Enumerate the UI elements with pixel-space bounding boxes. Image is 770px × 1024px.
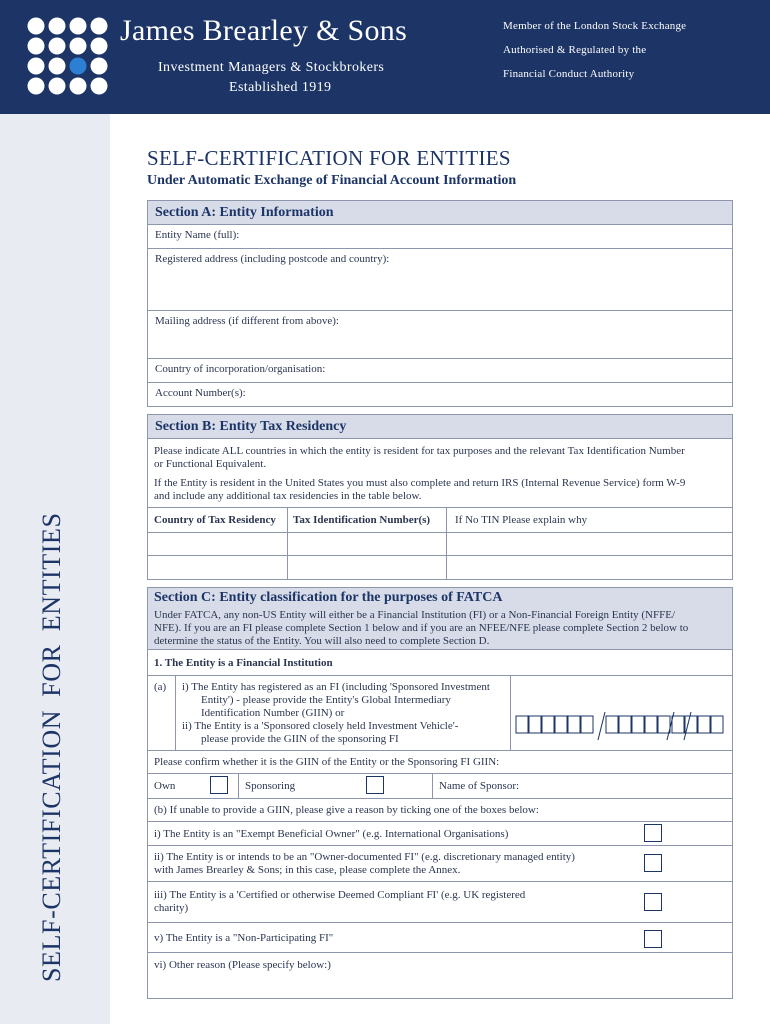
reason-3-line1: iii) The Entity is a 'Certified or otherwise Deemed Compliant FI' (e.g. UK registered (154, 889, 526, 901)
section-c-intro-line2: NFE). If you are an FI please complete Section 1 below and if you are an NFEE/NFE please complete Section 2 below to (154, 622, 689, 634)
regulatory-line-1: Member of the London Stock Exchange (503, 20, 687, 32)
section-b-para2-line1: If the Entity is resident in the United States you must also complete and return IRS (Internal Revenue Service) form W-9 (154, 477, 686, 489)
option-a-label: (a) (154, 681, 167, 693)
sponsor-name-label: Name of Sponsor: (439, 780, 520, 792)
registered-address-label: Registered address (including postcode and country): (155, 253, 390, 265)
option-b-text: (b) If unable to provide a GIIN, please give a reason by ticking one of the boxes below: (154, 804, 539, 816)
account-number-label: Account Number(s): (155, 387, 246, 399)
account-number-field[interactable] (147, 383, 733, 407)
reason-3-line2: charity) (154, 902, 189, 914)
reason-5-text: vi) Other reason (Please specify below:) (154, 959, 331, 971)
part1-heading: 1. The Entity is a Financial Institution (154, 657, 333, 669)
option-a-i-line1: i) The Entity has registered as an FI (including 'Sponsored Investment (182, 681, 490, 693)
reason-1-text: i) The Entity is an "Exempt Beneficial Owner" (e.g. International Organisations) (154, 828, 509, 840)
brand-name: James Brearley & Sons (120, 14, 408, 47)
col-country-header: Country of Tax Residency (154, 514, 276, 526)
sponsor-name-input[interactable] (530, 775, 730, 796)
page-header (0, 0, 770, 114)
reason-3-checkbox[interactable] (644, 893, 662, 911)
option-a-ii-line2: please provide the GIIN of the sponsoring FI (201, 733, 399, 745)
mailing-address-field[interactable] (147, 311, 733, 359)
section-b-para1-line2: or Functional Equivalent. (154, 458, 267, 470)
entity-name-field[interactable] (147, 225, 733, 249)
other-reason-input[interactable] (150, 975, 730, 997)
section-a-heading: Section A: Entity Information (147, 200, 733, 225)
tax-residency-table (147, 507, 733, 580)
section-b-para1-line1: Please indicate ALL countries in which the entity is resident for tax purposes and the relevant Tax Identification Number (154, 445, 685, 457)
tax-row-2[interactable] (147, 556, 733, 580)
reason-2-line2: with James Brearley & Sons; in this case, please complete the Annex. (154, 864, 461, 876)
giin-confirm-text: Please confirm whether it is the GIIN of the Entity or the Sponsoring FI GIIN: (154, 756, 500, 768)
section-c-intro-line1: Under FATCA, any non-US Entity will either be a Financial Institution (FI) or a Non-Financial Foreign Entity (NFFE/ (154, 609, 676, 621)
tax-row-1[interactable] (147, 533, 733, 555)
reason-4-text: v) The Entity is a "Non-Participating FI" (154, 932, 334, 944)
option-a-i-line3: Identification Number (GIIN) or (201, 707, 345, 719)
sponsoring-label: Sponsoring (245, 780, 296, 792)
regulatory-line-3: Financial Conduct Authority (503, 68, 635, 80)
country-incorporation-label: Country of incorporation/organisation: (155, 363, 326, 375)
sidebar-vertical-title: SELF-CERTIFICATION FOR ENTITIES (37, 512, 66, 982)
registered-address-field[interactable] (147, 249, 733, 311)
reason-1-checkbox[interactable] (644, 824, 662, 842)
reason-2-line1: ii) The Entity is or intends to be an "Owner-documented FI" (e.g. discretionary managed entity) (154, 851, 575, 863)
page-subtitle: Under Automatic Exchange of Financial Account Information (147, 173, 517, 188)
mailing-address-label: Mailing address (if different from above): (155, 315, 339, 327)
own-label: Own (154, 780, 176, 792)
reason-4-checkbox[interactable] (644, 930, 662, 948)
page-title: SELF-CERTIFICATION FOR ENTITIES (147, 146, 511, 170)
section-c-intro-line3: determine the status of the Entity. You will also need to complete Section D. (154, 635, 490, 647)
regulatory-line-2: Authorised & Regulated by the (503, 44, 647, 56)
reason-2-checkbox[interactable] (644, 854, 662, 872)
own-checkbox[interactable] (210, 776, 228, 794)
section-b-para2-line2: and include any additional tax residencies in the table below. (154, 490, 422, 502)
country-incorporation-field[interactable] (147, 359, 733, 383)
giin-input-boxes[interactable] (514, 710, 728, 746)
brand-tagline: Investment Managers & Stockbrokers (158, 60, 385, 75)
section-c-heading: Section C: Entity classification for the purposes of FATCA (154, 590, 503, 605)
section-b-heading: Section B: Entity Tax Residency (147, 414, 733, 439)
col-no-tin-header: If No TIN Please explain why (455, 514, 588, 526)
entity-name-label: Entity Name (full): (155, 229, 240, 241)
sponsoring-checkbox[interactable] (366, 776, 384, 794)
company-logo-icon (26, 16, 110, 96)
option-a-i-line2: Entity') - please provide the Entity's Global Intermediary (201, 694, 451, 706)
col-tin-header: Tax Identification Number(s) (293, 514, 431, 526)
option-a-ii-line1: ii) The Entity is a 'Sponsored closely held Investment Vehicle'- (182, 720, 459, 732)
brand-established: Established 1919 (229, 80, 332, 95)
